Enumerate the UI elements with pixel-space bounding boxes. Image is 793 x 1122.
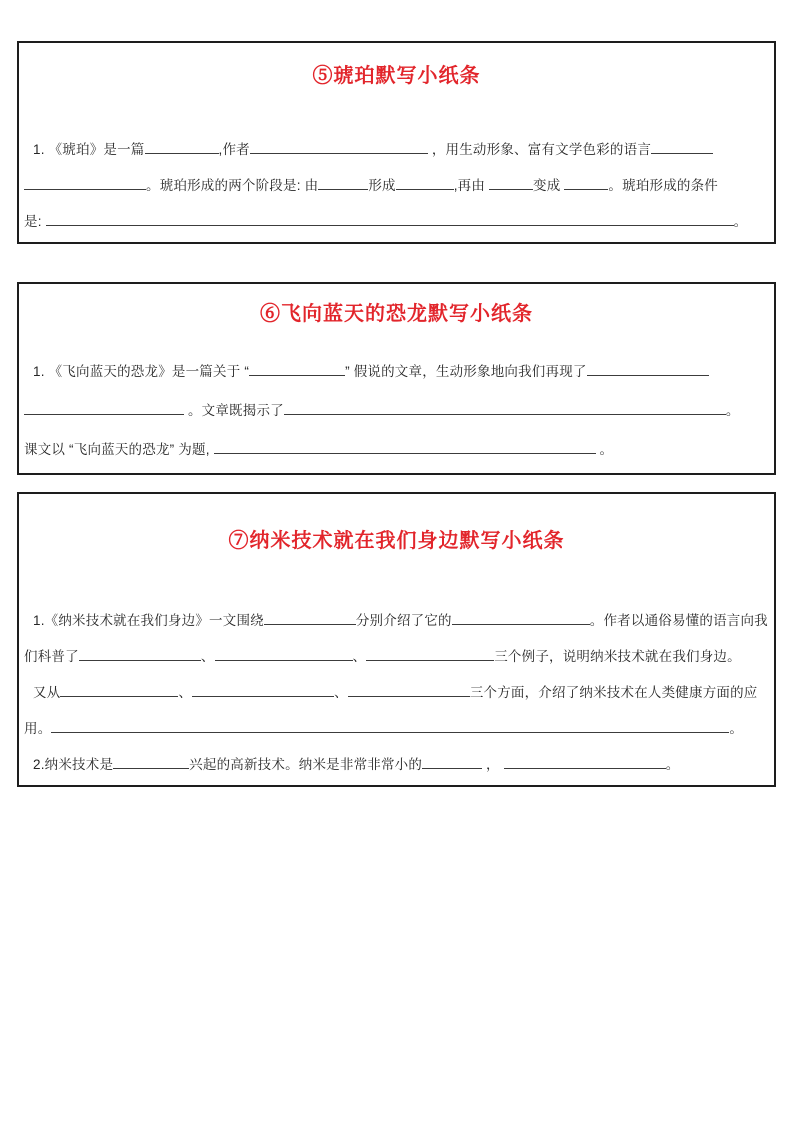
fill-in-blank: [192, 682, 334, 697]
fill-in-blank: [250, 139, 428, 154]
worksheet-line: [24, 675, 769, 711]
fill-in-blank: [504, 754, 666, 769]
fill-in-blank: [396, 175, 454, 190]
fill-in-blank: [145, 139, 219, 154]
line-text: 。琥珀形成的条件: [608, 178, 718, 193]
line-text: 课文以 “飞向蓝天的恐龙” 为题,: [24, 442, 214, 457]
fill-in-blank: [348, 682, 470, 697]
line-text: 2.纳米技术是: [33, 757, 114, 772]
line-text: 是:: [24, 214, 46, 229]
fill-in-blank: [422, 754, 482, 769]
line-text: ,作者: [218, 142, 250, 157]
line-text: 、: [334, 685, 348, 700]
worksheet-section-hupo: [17, 41, 776, 244]
fill-in-blank: [249, 361, 345, 376]
line-text: 分别介绍了它的: [355, 613, 452, 628]
section-title: ⑥飞向蓝天的恐龙默写小纸条: [260, 303, 533, 325]
worksheet-line: [24, 352, 769, 391]
line-text: 三个方面，介绍了纳米技术在人类健康方面的应: [469, 685, 758, 700]
section-title: ⑤琥珀默写小纸条: [312, 65, 481, 87]
line-text: 。: [595, 442, 614, 457]
line-text: 、: [178, 685, 193, 700]
line-text: ” 假说的文章，生动形象地向我们再现了: [345, 364, 587, 379]
line-text: 1. 《飞向蓝天的恐龙》是一篇关于 “: [33, 364, 250, 379]
fill-in-blank: [651, 139, 713, 154]
fill-in-blank: [264, 610, 356, 625]
fill-in-blank: [284, 400, 726, 415]
fill-in-blank: [318, 175, 368, 190]
fill-in-blank: [564, 175, 608, 190]
line-text: 又从: [33, 685, 61, 700]
section-body: [24, 132, 769, 240]
worksheet-section-feixiang-lantian-de-konglong: [17, 282, 776, 475]
section-body: [24, 352, 769, 469]
fill-in-blank: [587, 361, 709, 376]
worksheet-line: [24, 168, 769, 204]
fill-in-blank: [51, 718, 729, 733]
worksheet-line: [24, 132, 769, 168]
line-text: 用。: [24, 721, 52, 736]
fill-in-blank: [46, 211, 734, 226]
section-body: [24, 603, 769, 783]
fill-in-blank: [214, 439, 596, 454]
line-text: 变成: [533, 178, 565, 193]
line-text: 。: [725, 403, 740, 418]
line-text: 1.《纳米技术就在我们身边》一文围绕: [33, 613, 264, 628]
fill-in-blank: [489, 175, 533, 190]
line-text: ，: [482, 757, 504, 772]
line-text: 三个例子，说明纳米技术就在我们身边。: [494, 649, 741, 664]
worksheet-line: [24, 430, 769, 469]
line-text: ，用生动形象、富有文学色彩的语言: [427, 142, 652, 157]
fill-in-blank: [215, 646, 353, 661]
line-text: 们科普了: [24, 649, 79, 664]
line-text: 1. 《琥珀》是一篇: [33, 142, 145, 157]
fill-in-blank: [452, 610, 590, 625]
line-text: 。作者以通俗易懂的语言向我: [589, 613, 768, 628]
worksheet-line: [24, 639, 769, 675]
fill-in-blank: [24, 400, 184, 415]
section-title: ⑦纳米技术就在我们身边默写小纸条: [228, 530, 565, 552]
line-text: 。琥珀形成的两个阶段是: 由: [146, 178, 319, 193]
worksheet-line: [24, 204, 769, 240]
line-text: 兴起的高新技术。纳米是非常非常小的: [189, 757, 423, 772]
line-text: 。: [665, 757, 680, 772]
fill-in-blank: [79, 646, 201, 661]
line-text: 形成: [368, 178, 396, 193]
line-text: 、: [352, 649, 367, 664]
line-text: 、: [200, 649, 215, 664]
worksheet-section-nami-jishu: [17, 492, 776, 787]
line-text: 。: [733, 214, 748, 229]
worksheet-line: [24, 711, 769, 747]
fill-in-blank: [113, 754, 189, 769]
fill-in-blank: [366, 646, 494, 661]
line-text: 。文章既揭示了: [184, 403, 284, 418]
worksheet-line: [24, 747, 769, 783]
fill-in-blank: [60, 682, 178, 697]
fill-in-blank: [24, 175, 146, 190]
worksheet-line: [24, 603, 769, 639]
line-text: ,再由: [453, 178, 490, 193]
worksheet-line: [24, 391, 769, 430]
line-text: 。: [729, 721, 744, 736]
